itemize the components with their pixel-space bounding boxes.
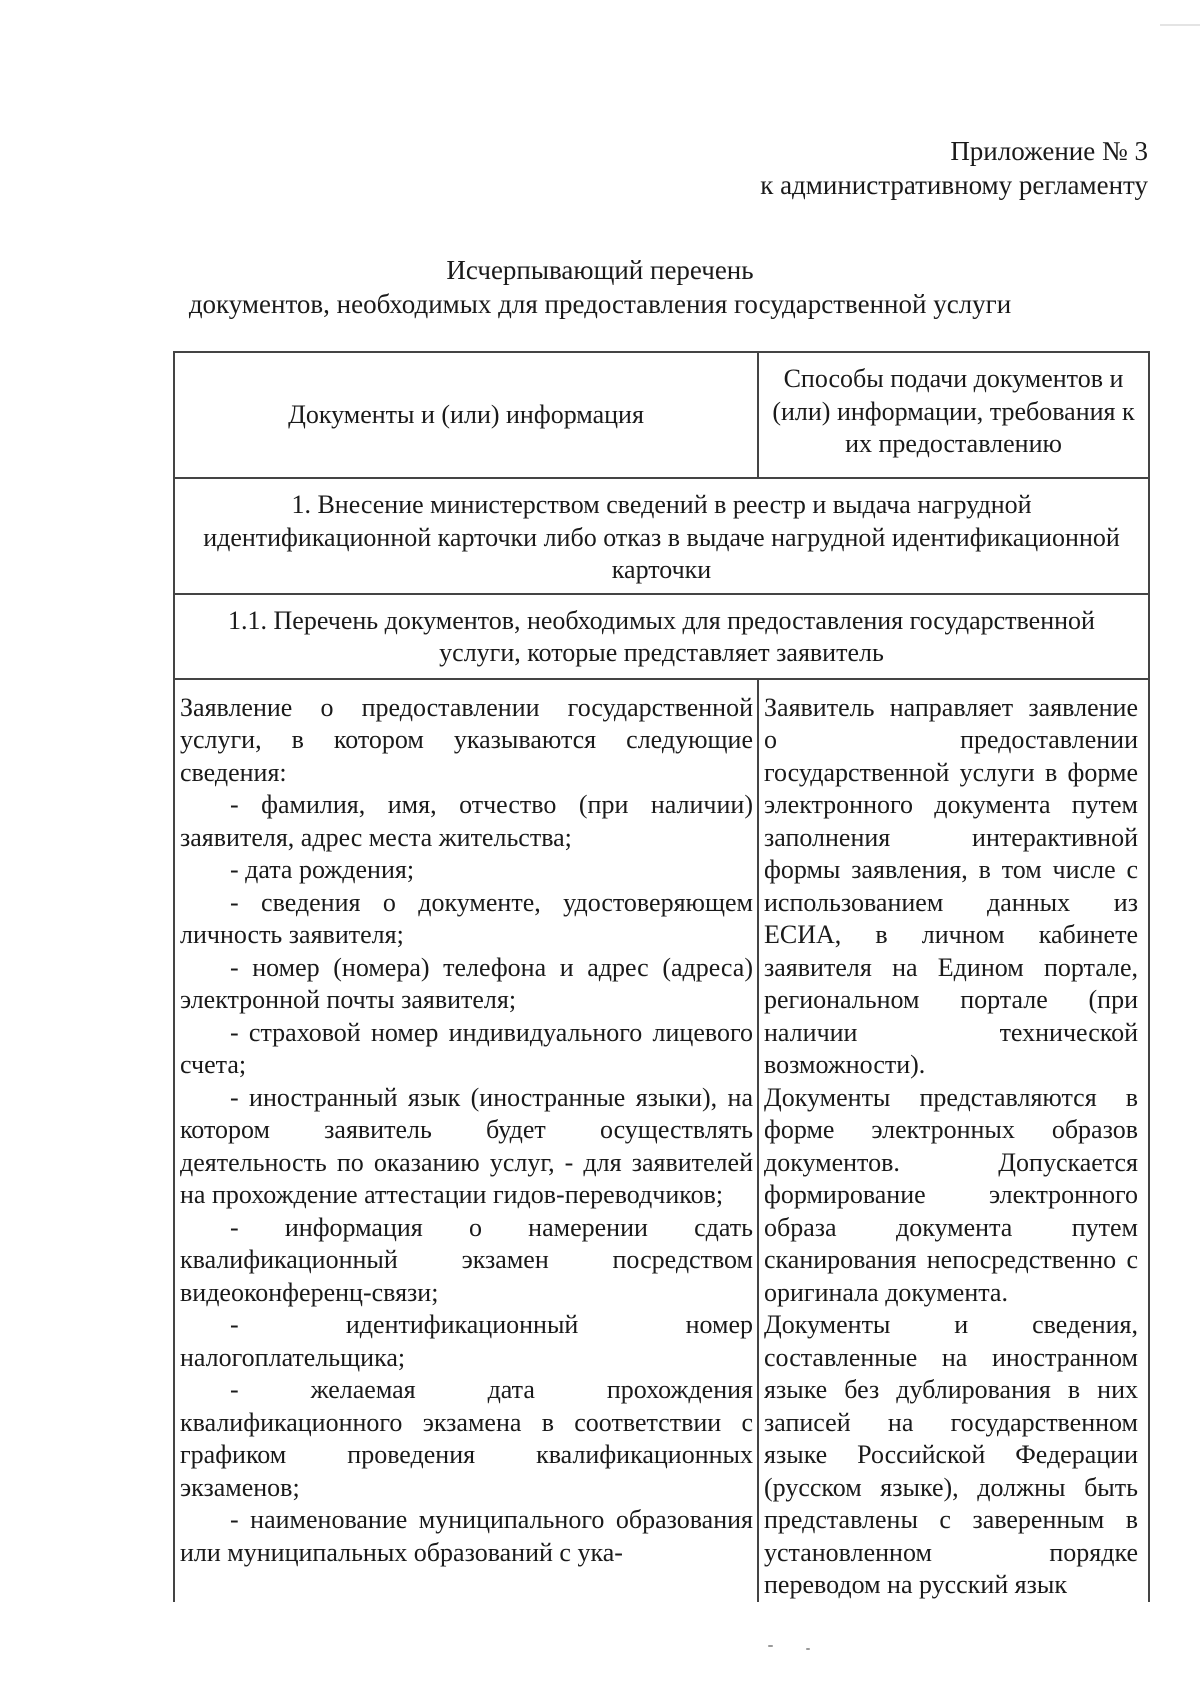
scan-speck [768, 1645, 773, 1647]
list-item: - наименование муниципального образования или муниципальных образований с ука- [180, 1505, 753, 1567]
title-line-2: документов, необходимых для предоставления государственной услуги [188, 289, 1012, 319]
documents-table [173, 351, 1150, 1602]
section-1-1-heading: 1.1. Перечень документов, необходимых для предоставления государственной услуги, которые представляет заявитель [174, 594, 1149, 679]
appendix-reference: к административному регламенту [760, 170, 1148, 200]
document-title [0, 253, 1200, 321]
list-item: - фамилия, имя, отчество (при наличии) заявителя, адрес места жительства; [180, 790, 753, 852]
section-1-heading: 1. Внесение министерством сведений в реестр и выдача нагрудной идентификационной карточки либо отказ в выдаче нагрудной идентификационной карточки [174, 478, 1149, 594]
section-row [174, 478, 1149, 594]
submission-paragraph: Документы и сведения, составленные на иностранном языке без дублирования в них записей на государственном языке Российской Федерации (русском языке), должны быть представлены с заверенным в установленном порядке переводом на русский язык [764, 1310, 1138, 1599]
list-item: - страховой номер индивидуального лицевого счета; [180, 1017, 753, 1079]
scan-speck [806, 1648, 810, 1650]
subsection-row [174, 594, 1149, 679]
list-item: - желаемая дата прохождения квалификационного экзамена в соответствии с графиком проведения квалификационных экзаменов; [180, 1375, 753, 1502]
title-line-1: Исчерпывающий перечень [446, 255, 754, 285]
list-item: - информация о намерении сдать квалификационный экзамен посредством видеоконференц-связи; [180, 1212, 753, 1307]
list-item: - иностранный язык (иностранные языки), на котором заявитель будет осуществлять деятельность по оказанию услуг, - для заявителей на прохождение аттестации гидов-переводчиков; [180, 1082, 753, 1209]
list-item: - номер (номера) телефона и адрес (адреса) электронной почты заявителя; [180, 952, 753, 1014]
header-submission-methods: Способы подачи документов и (или) информации, требования к их предоставлению [758, 352, 1149, 478]
submission-paragraph: Документы представляются в форме электронных образов документов. Допускается формирование электронного образа документа путем сканирования непосредственно с оригинала документа. [764, 1082, 1138, 1307]
application-lead: Заявление о предоставлении государственной услуги, в котором указываются следующие сведения: [180, 692, 753, 787]
list-item: - дата рождения; [230, 855, 415, 884]
header-documents: Документы и (или) информация [174, 352, 758, 478]
documents-cell [174, 679, 758, 1602]
table-header-row [174, 352, 1149, 478]
appendix-header [760, 134, 1148, 202]
appendix-number: Приложение № 3 [950, 136, 1148, 166]
submission-paragraph: Заявитель направляет заявление о предоставлении государственной услуги в форме электронного документа путем заполнения интерактивной формы заявления, в том числе с использованием данных из ЕСИА, в личном кабинете заявителя на Едином портале, региональном портале (при наличии технической возможности). [764, 692, 1138, 1079]
submission-methods-cell [758, 679, 1149, 1602]
table-row [174, 679, 1149, 1602]
list-item: - идентификационный номер налогоплательщика; [180, 1310, 753, 1372]
list-item: - сведения о документе, удостоверяющем личность заявителя; [180, 887, 753, 949]
scan-edge-mark [1160, 24, 1200, 26]
